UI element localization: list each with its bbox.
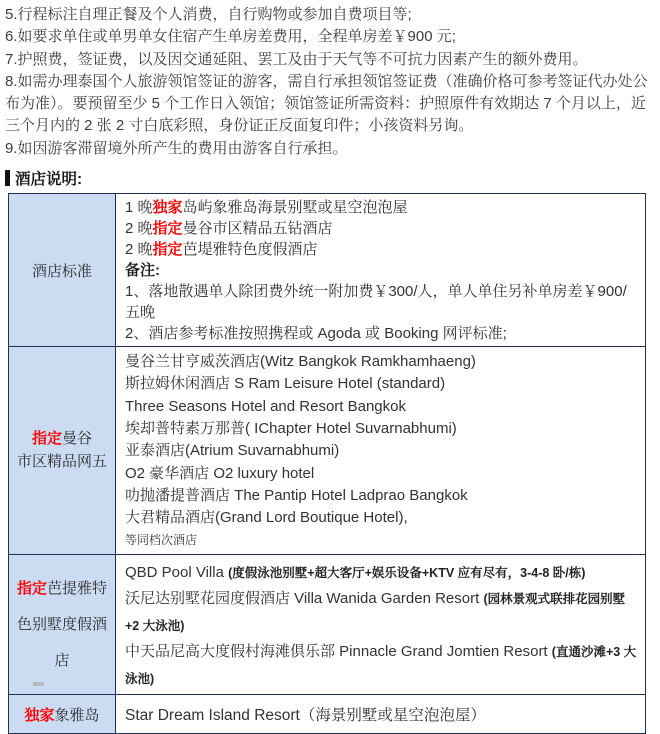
designated-tag: 指定 <box>31 430 62 448</box>
designated-tag: 指定 <box>152 220 183 238</box>
label-line-1 <box>24 704 99 725</box>
villa-name: QBD Pool Villa <box>125 563 229 581</box>
hotel-line: Three Seasons Hotel and Resort Bangkok <box>125 397 406 415</box>
line-text: 岛屿象雅岛海景别墅或星空泡泡屋 <box>182 199 408 217</box>
villa-desc: (园林景观式联排花园别墅+2 大泳池) <box>125 592 626 633</box>
label-text: 曼谷 <box>62 430 93 448</box>
term-item-5: 5.行程标注自理正餐及个人消费，自行购物或参加自费项目等; <box>5 6 412 23</box>
hotel-line: O2 豪华酒店 O2 luxury hotel <box>125 464 315 482</box>
hotel-line: 亚泰酒店(Atrium Suvarnabhumi) <box>125 442 340 460</box>
label-text: 酒店标准 <box>31 262 92 280</box>
row-label-hotel-standard <box>9 194 116 346</box>
hotel-line: 曼谷兰甘亨威茨酒店(Witz Bangkok Ramkhamhaeng) <box>125 353 476 371</box>
cutoff-fragment <box>33 682 44 686</box>
term-item-7: 7.护照费，签证费，以及因交通延阻、罢工及由于天气等不可抗力因素产生的额外费用。 <box>5 50 588 68</box>
note-line-2: 2、酒店参考标准按照携程或 Agoda 或 Booking 网评标准; <box>125 325 507 343</box>
row-content-island <box>116 695 645 733</box>
exclusive-tag: 独家 <box>24 706 55 724</box>
section-title: 酒店说明: <box>15 171 83 189</box>
villa-desc: (度假泳池别墅+超大客厅+娱乐设备+KTV 应有尽有，3-4-8 卧/栋) <box>228 565 586 580</box>
villa-desc: (直通沙滩+3 大泳池) <box>125 645 637 686</box>
row-content-hotel-standard <box>116 194 645 346</box>
hotel-line-equivalent: 等同档次酒店 <box>125 533 198 548</box>
standard-line-2 <box>125 218 639 239</box>
hotel-line: 斯拉姆休闲酒店 S Ram Leisure Hotel (standard) <box>125 375 446 393</box>
note-title: 备注: <box>125 262 160 280</box>
label-line-2: 色别墅度假酒 <box>16 615 107 633</box>
table-row-bangkok-hotels <box>9 346 645 554</box>
standard-line-1 <box>125 197 639 218</box>
row-content-bangkok <box>116 347 645 554</box>
standard-line-3 <box>125 239 639 260</box>
line-prefix: 2 晚 <box>125 241 153 259</box>
villa-line-1 <box>125 560 639 587</box>
villa-line-2 <box>125 586 639 639</box>
hotel-line: 大君精品酒店(Grand Lord Boutique Hotel), <box>125 509 408 527</box>
row-content-pattaya <box>116 555 645 695</box>
line-text: 芭堤雅特色度假酒店 <box>182 241 318 259</box>
term-item-9: 9.如因游客滞留境外所产生的费用由游客自行承担。 <box>5 139 348 157</box>
label-text: 芭提雅特 <box>47 579 108 597</box>
villa-name: 沃尼达别墅花园度假酒店 Villa Wanida Garden Resort <box>125 590 484 608</box>
term-item-8: 8.如需办理泰国个人旅游领馆签证的游客，需自行承担领馆签证费（准确价格可参考签证代办处公布为准）。要预留至少 5 个工作日入领馆；领馆签证所需资料：护照原件有效期达 7 个月以上，近三个月内的 2 张 2 寸白底彩照，身份证正反面复印件；小孩资料另询。 <box>5 72 648 135</box>
hotel-line: 叻抛潘提普酒店 The Pantip Hotel Ladprao Bangkok <box>125 486 468 504</box>
term-item-6: 6.如要求单住或单男单女住宿产生单房差费用，全程单房差￥900 元; <box>5 28 456 46</box>
label-text: 象雅岛 <box>54 706 100 724</box>
hotel-table <box>8 193 646 734</box>
label-line-1 <box>17 571 107 607</box>
line-prefix: 1 晚 <box>125 199 153 217</box>
label-line-3: 店 <box>54 651 70 669</box>
note-line-1: 1、落地散遇单人除团费外统一附加费￥300/人，单人单住另补单房差￥900/五晚 <box>125 283 627 322</box>
terms-list <box>0 0 660 160</box>
exclusive-tag: 独家 <box>152 199 183 217</box>
designated-tag: 指定 <box>152 241 183 259</box>
line-prefix: 2 晚 <box>125 220 153 238</box>
villa-line-3 <box>125 639 639 692</box>
table-row-hotel-standard <box>9 194 645 346</box>
villa-name: 中天品尼高大度假村海滩俱乐部 Pinnacle Grand Jomtien Resort <box>125 643 552 661</box>
designated-tag: 指定 <box>16 579 47 597</box>
label-line-1 <box>32 427 92 450</box>
table-row-pattaya-villas <box>9 554 645 695</box>
row-label-bangkok <box>9 347 116 554</box>
label-line-2: 市区精品网五 <box>16 453 107 471</box>
table-row-island-resort <box>9 694 645 733</box>
section-header-hotel-notes <box>5 167 660 189</box>
row-label-island <box>9 695 116 733</box>
section-bar-icon <box>5 170 10 186</box>
row-label-pattaya <box>9 555 116 695</box>
hotel-line: Star Dream Island Resort（海景别墅或星空泡泡屋） <box>125 707 486 725</box>
line-text: 曼谷市区精品五钻酒店 <box>182 220 333 238</box>
hotel-line: 埃却普特素万那普( IChapter Hotel Suvarnabhumi) <box>125 419 457 437</box>
